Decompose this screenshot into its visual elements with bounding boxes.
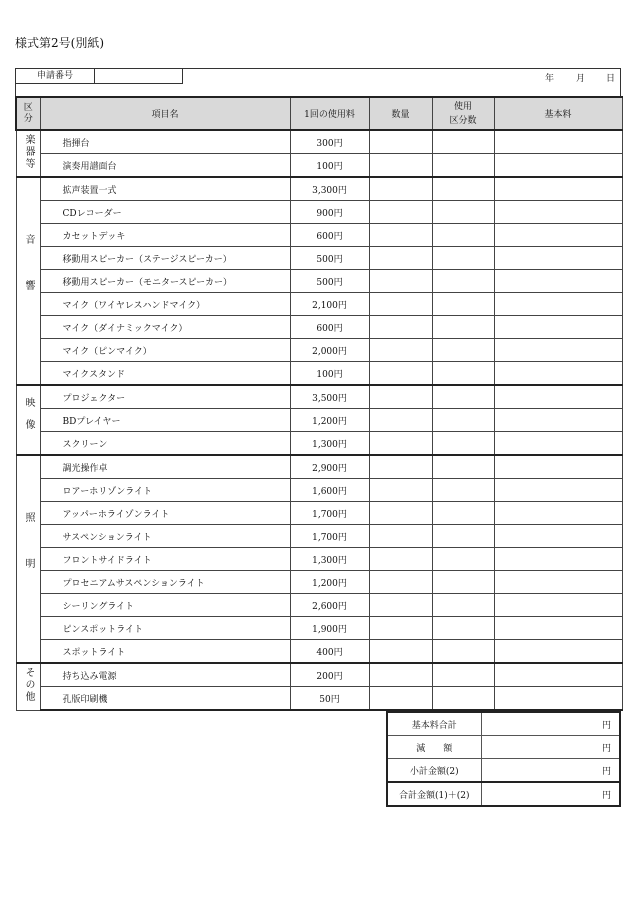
table-row <box>16 177 622 201</box>
table-row <box>16 385 622 409</box>
usage-units-input[interactable] <box>432 548 494 571</box>
table-row <box>16 479 622 502</box>
quantity-input[interactable] <box>369 385 432 409</box>
item-name: スクリーン <box>40 432 290 456</box>
base-fee-input[interactable] <box>494 154 622 178</box>
quantity-input[interactable] <box>369 502 432 525</box>
summary-label: 小計金額(2) <box>387 759 481 783</box>
base-fee-input[interactable] <box>494 479 622 502</box>
quantity-input[interactable] <box>369 293 432 316</box>
item-name: プロジェクター <box>40 385 290 409</box>
usage-units-input[interactable] <box>432 455 494 479</box>
unit-price: 1,700円 <box>290 502 369 525</box>
header-quantity: 数量 <box>369 97 432 130</box>
unit-price: 2,900円 <box>290 455 369 479</box>
header-category: 区分 <box>16 97 40 130</box>
header-base-fee: 基本料 <box>494 97 622 130</box>
table-row <box>16 154 622 178</box>
table-row <box>16 362 622 386</box>
base-fee-input[interactable] <box>494 502 622 525</box>
table-row <box>16 571 622 594</box>
base-fee-input[interactable] <box>494 687 622 711</box>
item-name: カセットデッキ <box>40 224 290 247</box>
quantity-input[interactable] <box>369 617 432 640</box>
summary-amount-field[interactable]: 円 <box>481 712 620 736</box>
quantity-input[interactable] <box>369 571 432 594</box>
base-fee-input[interactable] <box>494 525 622 548</box>
base-fee-input[interactable] <box>494 247 622 270</box>
item-name: フロントサイドライト <box>40 548 290 571</box>
header-item-name: 項目名 <box>40 97 290 130</box>
table-row <box>16 270 622 293</box>
table-row <box>16 525 622 548</box>
table-row <box>16 663 622 687</box>
quantity-input[interactable] <box>369 339 432 362</box>
quantity-input[interactable] <box>369 247 432 270</box>
date-month-label: 月 <box>576 74 586 84</box>
quantity-input[interactable] <box>369 316 432 339</box>
usage-units-input[interactable] <box>432 571 494 594</box>
usage-units-input[interactable] <box>432 385 494 409</box>
usage-units-input[interactable] <box>432 432 494 456</box>
item-name: シーリングライト <box>40 594 290 617</box>
unit-price: 1,700円 <box>290 525 369 548</box>
quantity-input[interactable] <box>369 594 432 617</box>
quantity-input[interactable] <box>369 201 432 224</box>
usage-units-input[interactable] <box>432 130 494 154</box>
quantity-input[interactable] <box>369 130 432 154</box>
unit-price: 600円 <box>290 224 369 247</box>
table-row <box>16 687 622 711</box>
usage-units-input[interactable] <box>432 293 494 316</box>
table-row <box>16 409 622 432</box>
unit-price: 1,300円 <box>290 432 369 456</box>
item-name: 指揮台 <box>40 130 290 154</box>
base-fee-input[interactable] <box>494 177 622 201</box>
date-day-label: 日 <box>606 74 616 84</box>
usage-units-input[interactable] <box>432 224 494 247</box>
item-name: 移動用スピーカー（モニタースピーカー） <box>40 270 290 293</box>
unit-price: 2,600円 <box>290 594 369 617</box>
base-fee-input[interactable] <box>494 663 622 687</box>
unit-price: 2,100円 <box>290 293 369 316</box>
category-cell: 楽器等 <box>16 130 40 177</box>
unit-price: 1,200円 <box>290 571 369 594</box>
category-cell: 映像 <box>16 385 40 455</box>
usage-units-input[interactable] <box>432 362 494 386</box>
unit-price: 1,600円 <box>290 479 369 502</box>
summary-row <box>387 759 620 783</box>
item-name: マイク（ダイナミックマイク） <box>40 316 290 339</box>
item-name: 孔版印刷機 <box>40 687 290 711</box>
item-name: 調光操作卓 <box>40 455 290 479</box>
usage-units-input[interactable] <box>432 316 494 339</box>
usage-units-input[interactable] <box>432 525 494 548</box>
table-row <box>16 130 622 154</box>
category-cell: 音響 <box>16 177 40 385</box>
header-usage-units: 使用 区分数 <box>432 97 494 130</box>
table-row <box>16 316 622 339</box>
usage-units-input[interactable] <box>432 663 494 687</box>
unit-price: 1,200円 <box>290 409 369 432</box>
unit-price: 200円 <box>290 663 369 687</box>
usage-units-input[interactable] <box>432 409 494 432</box>
equipment-fee-table <box>15 96 623 711</box>
base-fee-input[interactable] <box>494 432 622 456</box>
usage-units-input[interactable] <box>432 640 494 664</box>
item-name: ピンスポットライト <box>40 617 290 640</box>
summary-row <box>387 736 620 759</box>
item-name: 持ち込み電源 <box>40 663 290 687</box>
unit-price: 50円 <box>290 687 369 711</box>
unit-price: 500円 <box>290 247 369 270</box>
unit-price: 600円 <box>290 316 369 339</box>
usage-units-input[interactable] <box>432 594 494 617</box>
unit-price: 1,900円 <box>290 617 369 640</box>
usage-units-input[interactable] <box>432 201 494 224</box>
quantity-input[interactable] <box>369 362 432 386</box>
base-fee-input[interactable] <box>494 409 622 432</box>
unit-price: 500円 <box>290 270 369 293</box>
base-fee-input[interactable] <box>494 293 622 316</box>
unit-price: 2,000円 <box>290 339 369 362</box>
base-fee-input[interactable] <box>494 339 622 362</box>
usage-units-input[interactable] <box>432 154 494 178</box>
item-name: サスペンションライト <box>40 525 290 548</box>
summary-label: 基本料合計 <box>387 712 481 736</box>
quantity-input[interactable] <box>369 409 432 432</box>
summary-amount-field[interactable]: 円 <box>481 782 620 806</box>
table-row <box>16 594 622 617</box>
quantity-input[interactable] <box>369 525 432 548</box>
date-year-label: 年 <box>545 74 555 84</box>
item-name: 演奏用譜面台 <box>40 154 290 178</box>
item-name: 拡声装置一式 <box>40 177 290 201</box>
summary-amount-field[interactable]: 円 <box>481 759 620 783</box>
fee-summary-table <box>386 711 621 807</box>
table-row <box>16 617 622 640</box>
base-fee-input[interactable] <box>494 201 622 224</box>
application-number-box <box>15 68 183 84</box>
table-row <box>16 548 622 571</box>
form-title: 様式第2号(別紙) <box>15 36 104 50</box>
table-row <box>16 455 622 479</box>
base-fee-input[interactable] <box>494 362 622 386</box>
usage-units-input[interactable] <box>432 177 494 201</box>
unit-price: 1,300円 <box>290 548 369 571</box>
item-name: 移動用スピーカー（ステージスピーカー） <box>40 247 290 270</box>
category-cell: その他 <box>16 663 40 710</box>
unit-price: 100円 <box>290 362 369 386</box>
base-fee-input[interactable] <box>494 455 622 479</box>
base-fee-input[interactable] <box>494 224 622 247</box>
base-fee-input[interactable] <box>494 130 622 154</box>
base-fee-input[interactable] <box>494 270 622 293</box>
quantity-input[interactable] <box>369 548 432 571</box>
item-name: CDレコーダー <box>40 201 290 224</box>
quantity-input[interactable] <box>369 479 432 502</box>
table-row <box>16 339 622 362</box>
unit-price: 900円 <box>290 201 369 224</box>
application-number-field[interactable] <box>95 69 182 83</box>
usage-units-input[interactable] <box>432 687 494 711</box>
item-name: スポットライト <box>40 640 290 664</box>
application-number-label: 申請番号 <box>16 69 95 83</box>
table-row <box>16 293 622 316</box>
item-name: アッパーホライゾンライト <box>40 502 290 525</box>
base-fee-input[interactable] <box>494 548 622 571</box>
usage-units-input[interactable] <box>432 270 494 293</box>
usage-units-input[interactable] <box>432 339 494 362</box>
usage-units-input[interactable] <box>432 247 494 270</box>
unit-price: 300円 <box>290 130 369 154</box>
header-unit-price: 1回の使用料 <box>290 97 369 130</box>
base-fee-input[interactable] <box>494 594 622 617</box>
table-row <box>16 502 622 525</box>
base-fee-input[interactable] <box>494 316 622 339</box>
usage-units-input[interactable] <box>432 479 494 502</box>
summary-amount-field[interactable]: 円 <box>481 736 620 759</box>
item-name: マイク（ピンマイク） <box>40 339 290 362</box>
table-row <box>16 201 622 224</box>
quantity-input[interactable] <box>369 432 432 456</box>
quantity-input[interactable] <box>369 687 432 711</box>
quantity-input[interactable] <box>369 455 432 479</box>
unit-price: 400円 <box>290 640 369 664</box>
quantity-input[interactable] <box>369 663 432 687</box>
summary-label: 減 額 <box>387 736 481 759</box>
unit-price: 3,300円 <box>290 177 369 201</box>
summary-label: 合計金額(1)＋(2) <box>387 782 481 806</box>
item-name: プロセニアムサスペンションライト <box>40 571 290 594</box>
category-cell: 照明 <box>16 455 40 663</box>
table-row <box>16 640 622 664</box>
base-fee-input[interactable] <box>494 385 622 409</box>
table-row <box>16 247 622 270</box>
item-name: マイクスタンド <box>40 362 290 386</box>
base-fee-input[interactable] <box>494 617 622 640</box>
item-name: マイク（ワイヤレスハンドマイク） <box>40 293 290 316</box>
summary-row <box>387 712 620 736</box>
base-fee-input[interactable] <box>494 571 622 594</box>
quantity-input[interactable] <box>369 154 432 178</box>
table-row <box>16 224 622 247</box>
quantity-input[interactable] <box>369 224 432 247</box>
usage-units-input[interactable] <box>432 617 494 640</box>
item-name: BDプレイヤー <box>40 409 290 432</box>
summary-row <box>387 782 620 806</box>
unit-price: 100円 <box>290 154 369 178</box>
usage-units-input[interactable] <box>432 502 494 525</box>
table-row <box>16 432 622 456</box>
quantity-input[interactable] <box>369 640 432 664</box>
item-name: ロアーホリゾンライト <box>40 479 290 502</box>
quantity-input[interactable] <box>369 270 432 293</box>
quantity-input[interactable] <box>369 177 432 201</box>
base-fee-input[interactable] <box>494 640 622 664</box>
unit-price: 3,500円 <box>290 385 369 409</box>
